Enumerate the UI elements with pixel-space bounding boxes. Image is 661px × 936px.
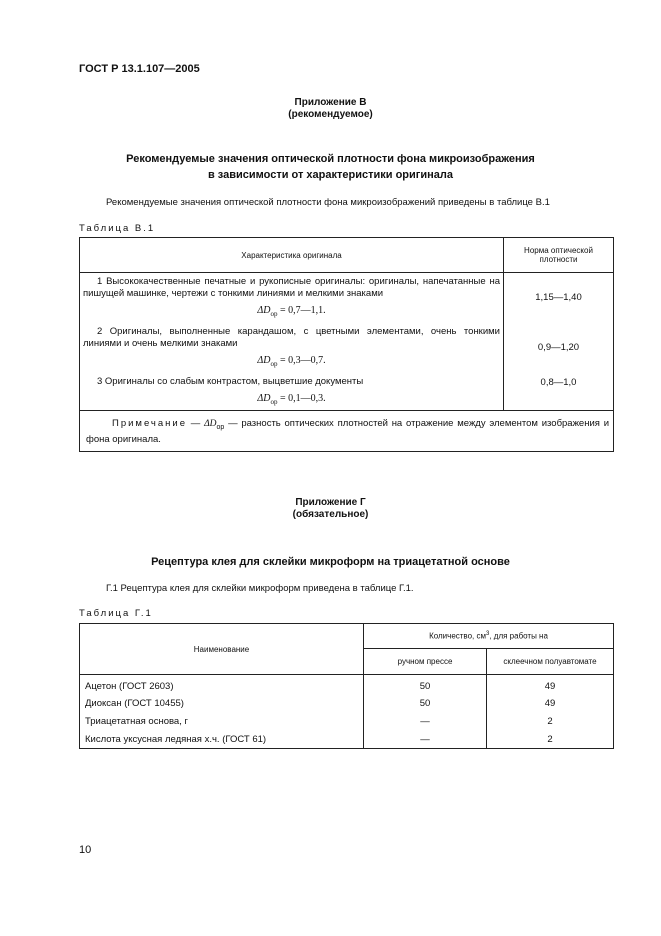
table-row	[80, 373, 614, 411]
table-b1-label: Таблица В.1	[79, 223, 156, 234]
appendix-g-heading: Рецептура клея для склейки микроформ на триацетатной основе	[151, 556, 510, 568]
table-g1	[79, 623, 614, 749]
note-symbol: ΔD	[204, 418, 217, 429]
table-row	[80, 273, 614, 323]
delta-value: = 0,1—0,3.	[277, 392, 326, 404]
delta-subscript: ор	[270, 310, 278, 319]
delta-subscript: ор	[270, 397, 278, 406]
table-g1-header-name: Наименование	[80, 624, 364, 675]
delta-value: = 0,3—0,7.	[277, 355, 326, 366]
appendix-b-intro: Рекомендуемые значения оптической плотности фона микроизображений приведены в таблице В.1	[106, 197, 550, 208]
delta-formula	[83, 393, 500, 408]
note-dash: —	[187, 417, 205, 429]
table-g1-cell-name: Триацетатная основа, г	[80, 713, 364, 731]
appendix-g-status: (обязательное)	[292, 509, 369, 520]
appendix-b-heading-line1: Рекомендуемые значения оптической плотности фона микроизображения	[126, 153, 535, 165]
delta-value: = 0,7—1,1.	[277, 305, 326, 317]
table-g1-header-semi: склеечном полуавтомате	[487, 649, 614, 675]
table-g1-cell-name: Кислота уксусная ледяная х.ч. (ГОСТ 61)	[80, 731, 364, 749]
table-b1	[79, 237, 614, 452]
table-g1-cell-semi: 49	[487, 695, 614, 713]
delta-subscript: ор	[270, 360, 278, 368]
table-b1-header-norm: Норма оптической плотности	[504, 238, 614, 273]
delta-symbol: ΔD	[257, 392, 271, 404]
table-g1-cell-semi: 2	[487, 731, 614, 749]
table-g1-cell-name: Ацетон (ГОСТ 2603)	[80, 675, 364, 695]
table-g1-cell-manual: —	[364, 731, 487, 749]
table-b1-row-text	[80, 373, 504, 411]
table-b1-row-text	[80, 323, 504, 373]
row-description: 3 Оригиналы со слабым контрастом, выцветшие документы	[97, 375, 364, 387]
appendix-b-heading-line2: в зависимости от характеристики оригинала	[207, 169, 453, 181]
note-subscript: ор	[216, 423, 225, 431]
table-g1-label: Таблица Г.1	[79, 608, 153, 619]
table-g1-cell-semi: 49	[487, 675, 614, 695]
document-id: ГОСТ Р 13.1.107—2005	[79, 63, 200, 75]
table-row	[80, 675, 614, 695]
table-row	[80, 323, 614, 373]
appendix-g-intro: Г.1 Рецептура клея для склейки микроформ приведена в таблице Г.1.	[106, 583, 414, 594]
table-g1-header-manual: ручном прессе	[364, 649, 487, 675]
table-b1-row-norm: 0,9—1,20	[504, 323, 614, 373]
delta-formula	[83, 355, 500, 370]
delta-formula	[83, 305, 500, 320]
table-g1-cell-manual: —	[364, 713, 487, 731]
page-number: 10	[79, 844, 92, 856]
table-row	[80, 731, 614, 749]
table-b1-row-norm: 1,15—1,40	[504, 273, 614, 323]
delta-symbol: ΔD	[257, 305, 271, 317]
appendix-b-status: (рекомендуемое)	[288, 109, 373, 120]
table-g1-header-quantity	[364, 624, 614, 649]
qty-header-superscript: 3	[485, 631, 490, 638]
qty-header-text: Количество, см	[429, 631, 486, 641]
table-b1-row-norm: 0,8—1,0	[504, 373, 614, 411]
table-row	[80, 695, 614, 713]
table-g1-cell-name: Диоксан (ГОСТ 10455)	[80, 695, 364, 713]
table-g1-cell-semi: 2	[487, 713, 614, 731]
note-label: Примечание	[112, 417, 187, 429]
table-b1-row-text	[80, 273, 504, 323]
appendix-g-title: Приложение Г	[295, 497, 366, 508]
appendix-b-title: Приложение В	[294, 97, 367, 108]
note-text: — разность оптических плотностей на отражение между элементом изображения и фона оригинала.	[86, 417, 609, 446]
table-row	[80, 713, 614, 731]
row-description: 1 Высококачественные печатные и рукописные оригиналы: оригиналы, напечатанные на пишущей машинке, чертежи с тонкими линиями и мелкими знаками	[83, 276, 500, 300]
delta-symbol: ΔD	[257, 355, 271, 366]
table-b1-header-characteristic: Характеристика оригинала	[80, 238, 504, 273]
table-b1-note	[80, 410, 614, 452]
row-description: 2 Оригиналы, выполненные карандашом, с цветными элементами, очень тонкими линиями и очень мелкими знаками	[83, 326, 500, 349]
table-g1-cell-manual: 50	[364, 675, 487, 695]
qty-header-suffix: , для работы на	[489, 631, 548, 641]
table-g1-cell-manual: 50	[364, 695, 487, 713]
